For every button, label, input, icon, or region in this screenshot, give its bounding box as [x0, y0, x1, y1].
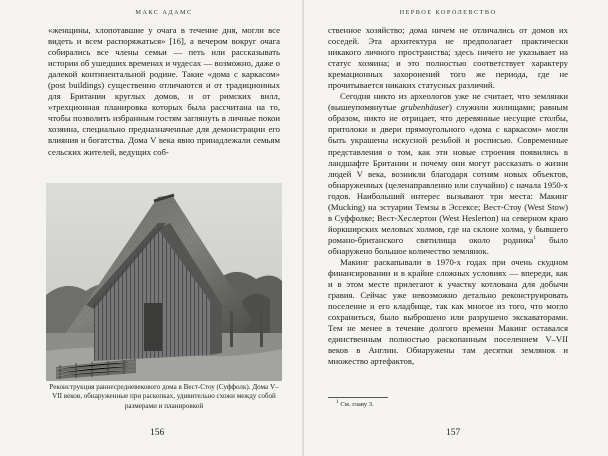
paragraph: ственное хозяйство; дома ничем не отличались от домов их соседей. Эта архитектура не предполагает практически никакого личного пространства; здесь ничего не указывает на статус хозяина; и это полностью соответствует характеру кремационных захоронений того же периода, где не прочитывается никаких статусных различий. — [328, 25, 568, 91]
left-page-text — [48, 25, 280, 158]
paragraph-text: было обнаружено большое количество землянок. — [328, 234, 569, 256]
page-number: 157 — [446, 428, 461, 438]
running-head-author: МАКС АДАМС — [135, 9, 193, 16]
paragraph: «женщины, хлопотавшие у очага в течение дня, могли все видеть и всем распоряжаться» [16], а вечером вокруг очага собирались все члены семьи — петь или рассказывать истории об ушедших временах и чудесах — возможно, даже о далекой континентальной родине. Такие «дома с каркасом» (post buildings) существенно отличаются и от традиционных для Британии круглых домов, и от римских вилл, »трехционная планировка которых была рассчитана на то, чтобы позволить избранным гостям заглянуть в личные покои хозяина, специально предназначенные для демонстрации его влияния и богатства. Дома V века явно принадлежали семьям сельских жителей, ведущих соб- — [48, 25, 280, 157]
paragraph — [328, 91, 568, 257]
reconstructed-house-illustration — [46, 183, 282, 381]
italic-term: grubenhäuser — [400, 102, 449, 113]
paragraph-text: ) служили жилищами; равным образом, никто не отрицает, что деревянные несущие столбы, притолоки и двери прямоугольного «дома с каркасом» могли быть украшены искусной резьбой и росписью. Современные представления о том, как эти новые строения появились в ландшафте Британии и почему они могут рассказать о жизни людей V века, возникли благодаря сотням новых объектов, обнаруженных (целенаправленно или случайно) с начала 1950-х годов. Наибольший интерес вызывают три места: Макинг (Mucking) на эстуарии Темзы в Эссексе; Вест-Стоу (West Stow) в Суффолке; Вест-Хеслертон (West Heslerton) на северном краю йоркширских меловых холмов, где на склоне холма, у бывшего романо-британского святилища около родника — [328, 102, 568, 245]
footnote — [336, 398, 374, 408]
right-page-text — [328, 25, 568, 367]
paragraph-text: Сегодня никто из археологов уже не считает, что землянки (вышеупомянутые — [328, 91, 568, 113]
paragraph: Макинг раскапывали в 1970-х годах при очень скудном финансировании и в крайне сложных условиях — впереди, как и в этом месте прилегают к участку котлована для добычи гравия. Сейчас уже невозможно детально реконструировать поселение и его кладбище, так как многое из того, что могло сохраниться, было выброшено или разрушено экскаваторами. Тем не менее в течение долгого времени Макинг оставался единственным полностью раскопанным поселением V–VII веков в Англии. Обнаружены там десятки землянок и множество артефактов, — [328, 256, 568, 367]
footnote-reference[interactable]: 1 — [533, 235, 537, 241]
figure-caption: Реконструкция раннесредневекового дома в Вест-Стоу (Суффолк). Дома V–VII веков, обнаруженные при раскопках, удивительно схожи между собой размерами и планировкой — [49, 383, 279, 410]
right-page — [304, 0, 608, 456]
footnote-text: Cм. главу 3. — [340, 401, 374, 408]
footnote-mark: 1 — [336, 398, 339, 405]
page-number: 156 — [150, 428, 165, 438]
running-head-title: ПЕРВОЕ КОРОЛЕВСТВО — [399, 9, 497, 16]
house-photograph — [46, 183, 282, 381]
